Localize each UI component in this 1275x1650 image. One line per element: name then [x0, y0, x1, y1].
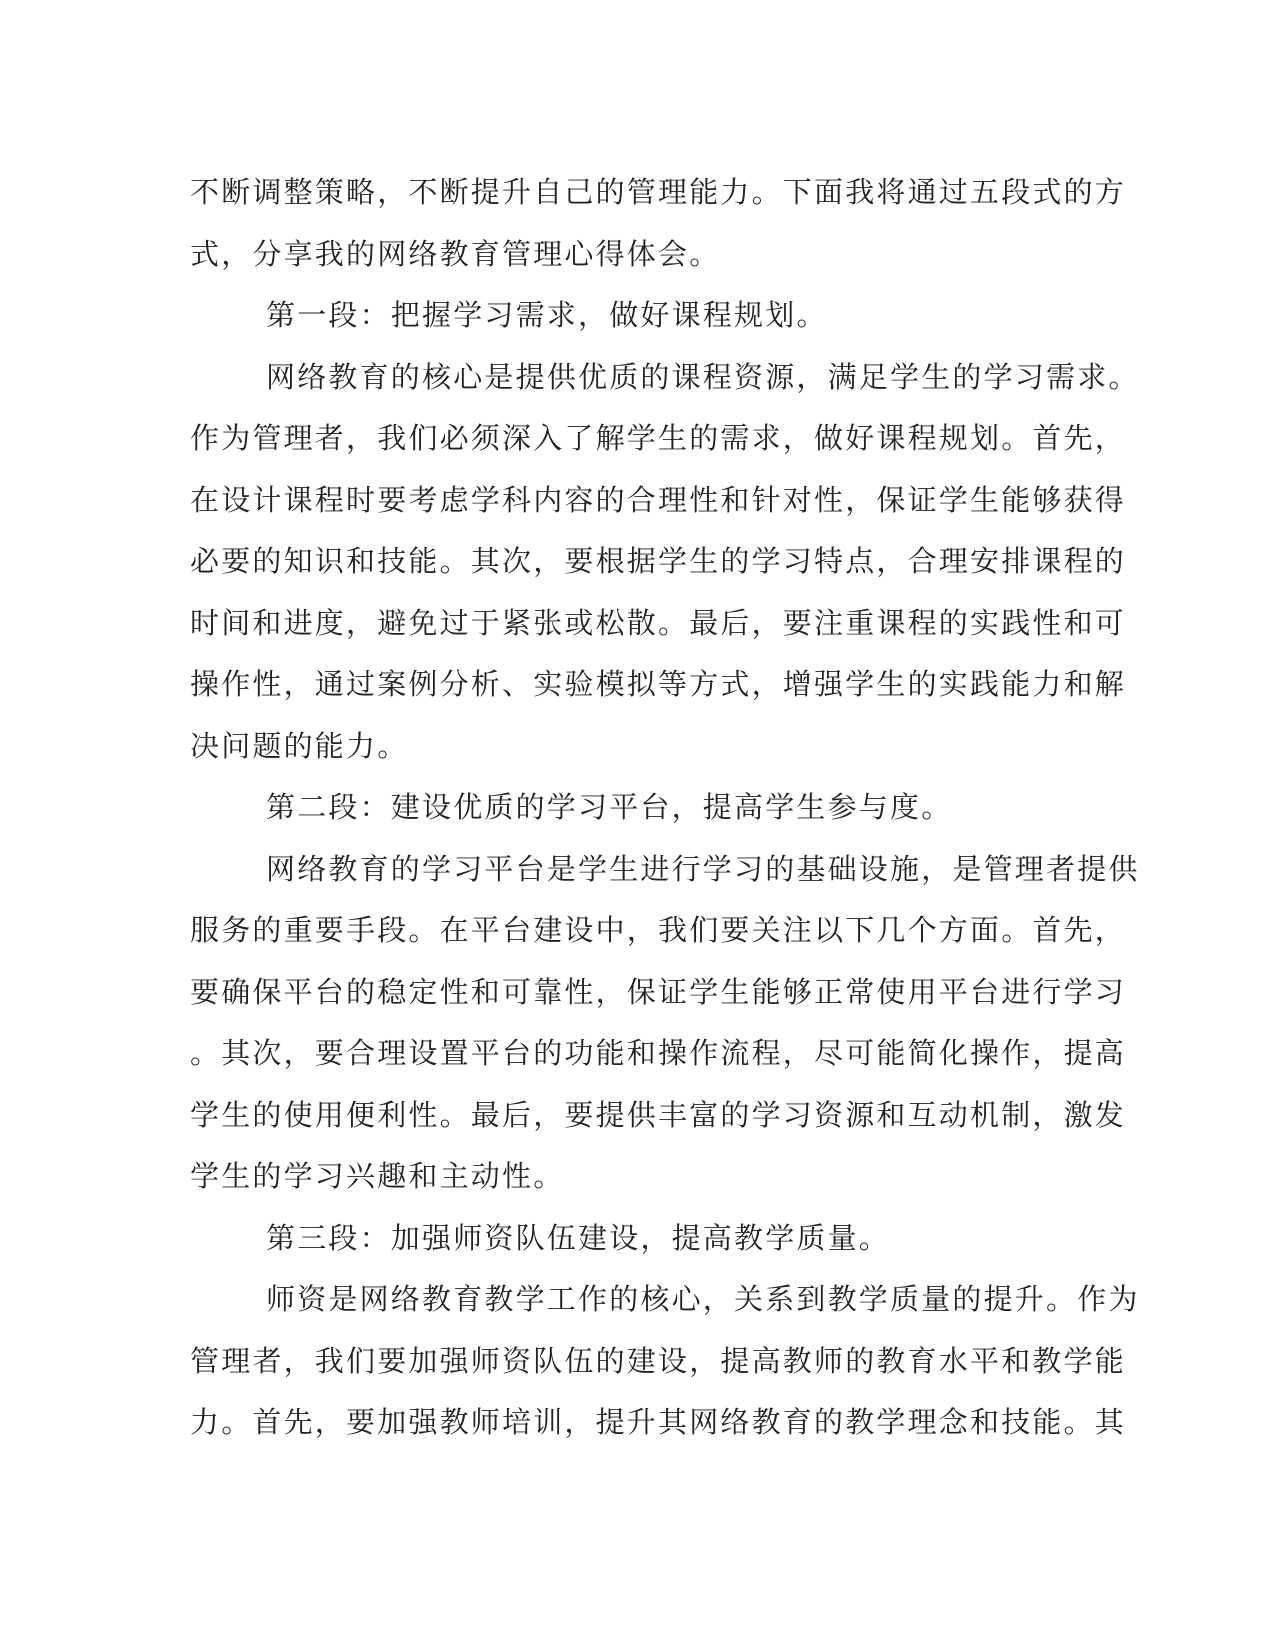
text-line: 决问题的能力。: [190, 728, 409, 763]
text-line: 必要的知识和技能。其次，要根据学生的学习特点，合理安排课程的: [190, 544, 1127, 578]
document-body: [190, 162, 1140, 1454]
text-line: 管理者，我们要加强师资队伍的建设，提高教师的教育水平和教学能: [190, 1343, 1127, 1378]
text-line: 学生的使用便利性。最后，要提供丰富的学习资源和互动机制，激发: [190, 1097, 1127, 1132]
text-line: 作为管理者，我们必须深入了解学生的需求，做好课程规划。首先，: [190, 421, 1127, 455]
text-line: 在设计课程时要考虑学科内容的合理性和针对性，保证学生能够获得: [190, 482, 1127, 517]
text-line: 式，分享我的网络教育管理心得体会。: [190, 236, 721, 271]
section-heading-1: 第一段：把握学习需求，做好课程规划。: [266, 298, 828, 332]
paragraph-start: 网络教育的核心是提供优质的课程资源，满足学生的学习需求。: [266, 359, 1140, 394]
text-line: 力。首先，要加强教师培训，提升其网络教育的教学理念和技能。其: [190, 1405, 1127, 1439]
paragraph-start: 网络教育的学习平台是学生进行学习的基础设施，是管理者提供: [266, 851, 1140, 886]
text-line: 时间和进度，避免过于紧张或松散。最后，要注重课程的实践性和可: [190, 605, 1127, 640]
paragraph-start: 师资是网络教育教学工作的核心，关系到教学质量的提升。作为: [266, 1282, 1140, 1316]
text-line: 要确保平台的稳定性和可靠性，保证学生能够正常使用平台进行学习: [190, 974, 1127, 1009]
text-line: 不断调整策略，不断提升自己的管理能力。下面我将通过五段式的方: [190, 175, 1127, 209]
text-line: 服务的重要手段。在平台建设中，我们要关注以下几个方面。首先，: [190, 913, 1127, 947]
text-line: 学生的学习兴趣和主动性。: [190, 1159, 565, 1193]
section-heading-2: 第二段：建设优质的学习平台，提高学生参与度。: [266, 790, 953, 824]
text-line: 操作性，通过案例分析、实验模拟等方式，增强学生的实践能力和解: [190, 667, 1127, 701]
text-line: 。其次，要合理设置平台的功能和操作流程，尽可能简化操作，提高: [190, 1036, 1127, 1070]
section-heading-3: 第三段：加强师资队伍建设，提高教学质量。: [266, 1220, 891, 1255]
